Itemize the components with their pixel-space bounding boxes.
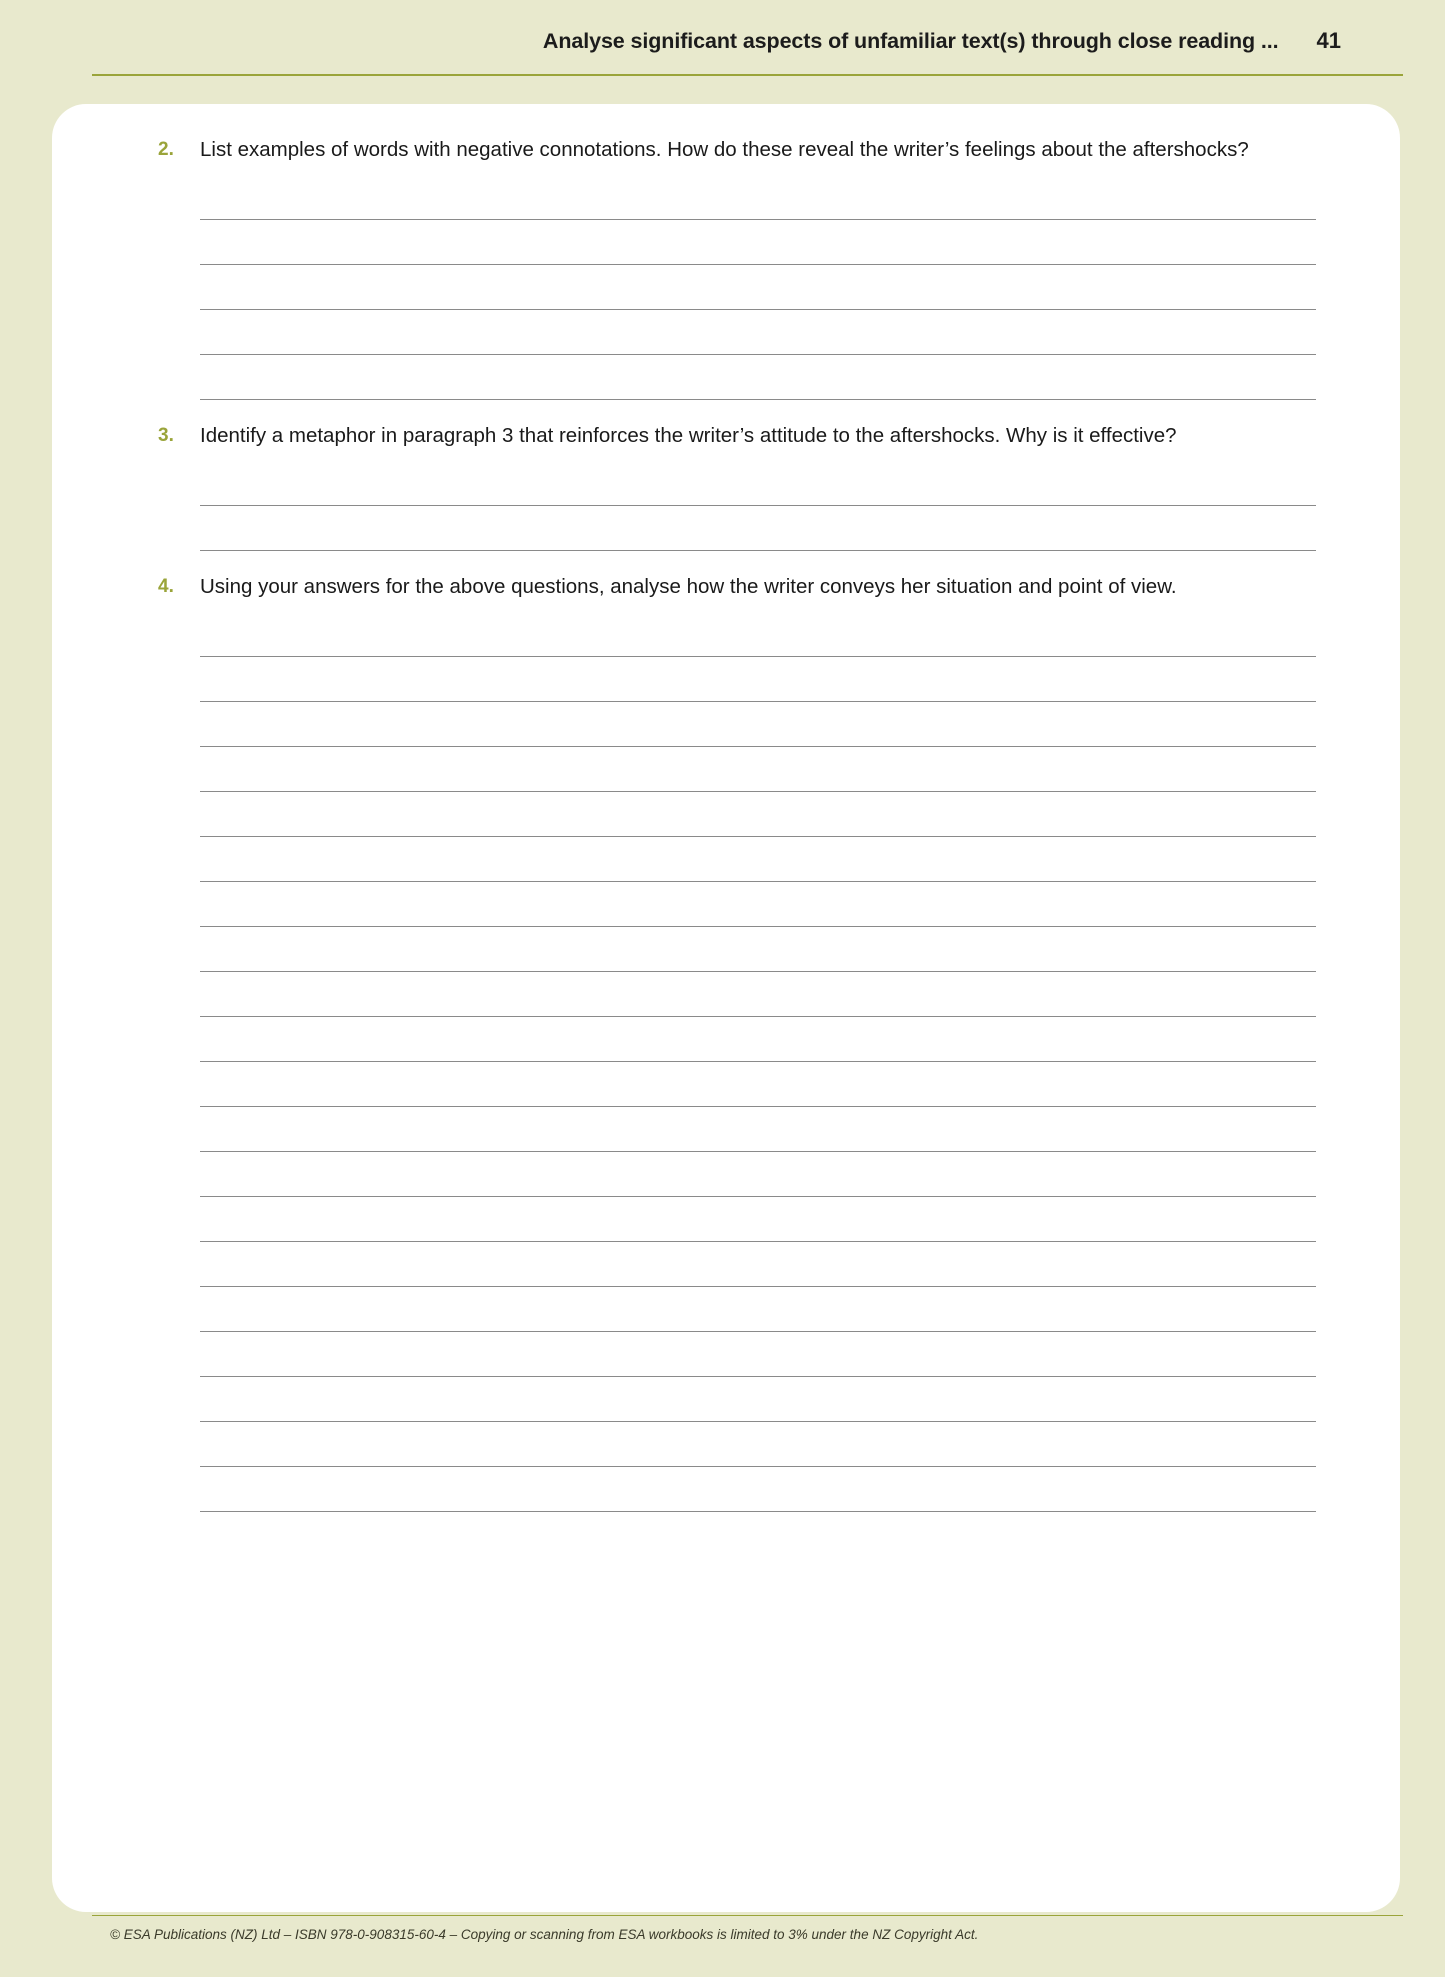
answer-line[interactable] xyxy=(200,702,1316,747)
answer-line[interactable] xyxy=(200,265,1316,310)
question-number: 3. xyxy=(158,425,174,446)
answer-line[interactable] xyxy=(200,657,1316,702)
answer-line[interactable] xyxy=(200,1107,1316,1152)
answer-line[interactable] xyxy=(200,1152,1316,1197)
question-text: Identify a metaphor in paragraph 3 that reinforces the writer’s attitude to the aftershocks. Why is it effective? xyxy=(200,424,1177,447)
answer-line[interactable] xyxy=(200,1062,1316,1107)
answer-line[interactable] xyxy=(200,310,1316,355)
worksheet-sheet xyxy=(52,104,1400,1912)
answer-lines[interactable] xyxy=(200,461,1338,551)
answer-line[interactable] xyxy=(200,792,1316,837)
header-divider xyxy=(92,74,1403,76)
answer-line[interactable] xyxy=(200,972,1316,1017)
question-block xyxy=(158,134,1338,400)
answer-line[interactable] xyxy=(200,1422,1316,1467)
page-header xyxy=(0,0,1445,82)
answer-line[interactable] xyxy=(200,612,1316,657)
answer-lines[interactable] xyxy=(200,612,1338,1512)
answer-line[interactable] xyxy=(200,220,1316,265)
answer-line[interactable] xyxy=(200,175,1316,220)
header-inner xyxy=(543,0,1385,54)
question-text: Using your answers for the above questions, analyse how the writer conveys her situation and point of view. xyxy=(200,575,1177,598)
answer-line[interactable] xyxy=(200,927,1316,972)
worksheet-content xyxy=(158,134,1338,1512)
question-number: 4. xyxy=(158,576,174,597)
question-number: 2. xyxy=(158,139,174,160)
answer-line[interactable] xyxy=(200,1017,1316,1062)
page-title: Analyse significant aspects of unfamiliar text(s) through close reading ... xyxy=(542,29,1279,53)
question-row xyxy=(158,571,1338,602)
copyright-notice: © ESA Publications (NZ) Ltd – ISBN 978-0-908315-60-4 – Copying or scanning from ESA workbooks is limited to 3% under the NZ Copyright Act. xyxy=(110,1927,979,1942)
question-block xyxy=(158,420,1338,551)
page-number: 41 xyxy=(1316,28,1341,53)
answer-line[interactable] xyxy=(200,355,1316,400)
answer-line[interactable] xyxy=(200,1377,1316,1422)
answer-line[interactable] xyxy=(200,1197,1316,1242)
page-footer xyxy=(0,1915,1445,1977)
answer-line[interactable] xyxy=(200,747,1316,792)
answer-lines[interactable] xyxy=(200,175,1338,400)
answer-line[interactable] xyxy=(200,1467,1316,1512)
question-block xyxy=(158,571,1338,1512)
answer-line[interactable] xyxy=(200,506,1316,551)
question-text: List examples of words with negative connotations. How do these reveal the writer’s feelings about the aftershocks? xyxy=(200,138,1249,161)
spacer xyxy=(158,400,1338,420)
footer-divider xyxy=(92,1915,1403,1916)
answer-line[interactable] xyxy=(200,1242,1316,1287)
answer-line[interactable] xyxy=(200,461,1316,506)
spacer xyxy=(158,551,1338,571)
answer-line[interactable] xyxy=(200,1332,1316,1377)
question-row xyxy=(158,420,1338,451)
answer-line[interactable] xyxy=(200,882,1316,927)
answer-line[interactable] xyxy=(200,1287,1316,1332)
answer-line[interactable] xyxy=(200,837,1316,882)
question-row xyxy=(158,134,1338,165)
